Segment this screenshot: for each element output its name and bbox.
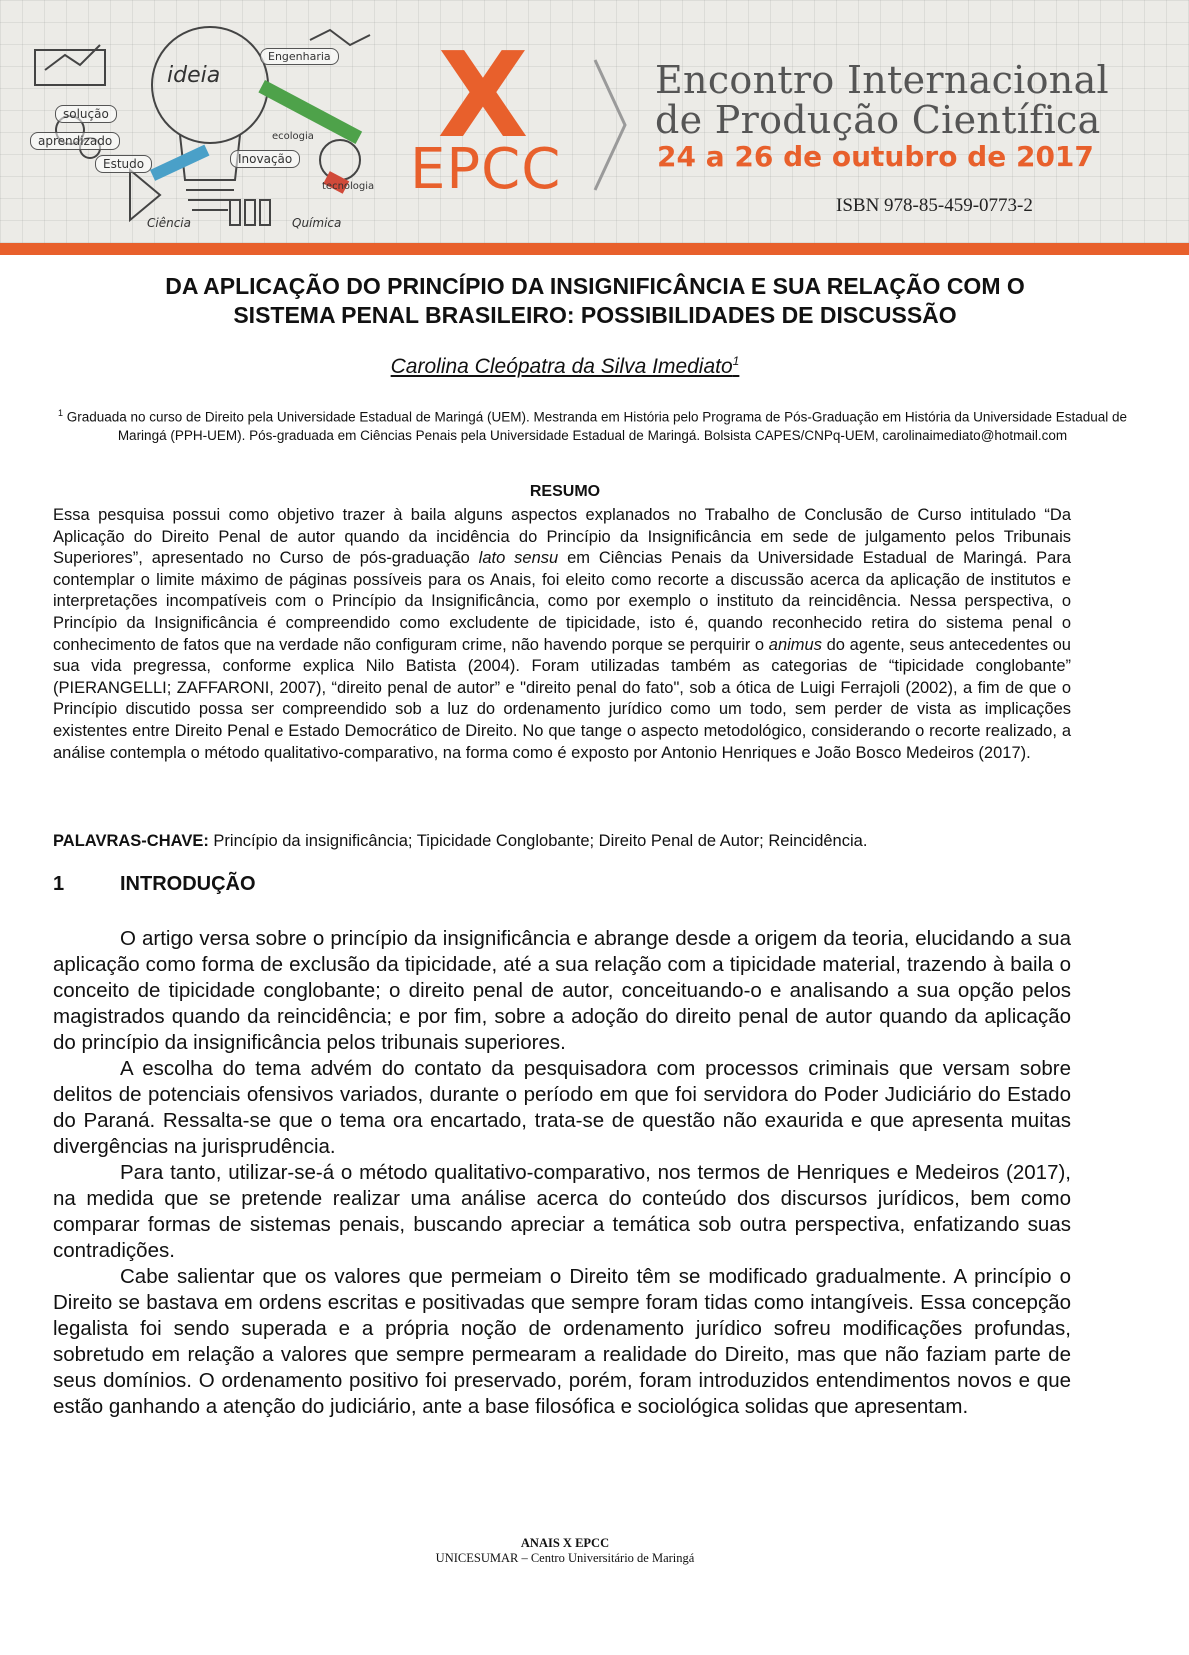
event-x-logo: X [437, 26, 529, 164]
sketch-label-ciencia: Ciência [147, 216, 191, 230]
sketch-label-engenharia: Engenharia [260, 48, 339, 65]
header-banner [0, 0, 1189, 246]
footer-institution: UNICESUMAR – Centro Universitário de Maringá [435, 1551, 695, 1565]
intro-paragraph: Cabe salientar que os valores que permeiam o Direito têm se modificado gradualmente. A princípio o Direito se bastava em ordens escritas e positivadas que sempre foram tidas como intangíveis. Essa concepção legalista foi sendo superada e a própria noção de ordenamento jurídico sofreu modificações profundas, sobretudo em relação a valores que sempre permearam a realidade do Direito, mas que não faziam parte de seus domínios. O ordenamento positivo foi preservado, porém, foram introduzidos entendimentos novos e que estão ganhando a atenção do judiciário, ante a base filosófica e sociológica solidas que apresentam. [53, 1265, 1071, 1418]
sketch-label-inovacao: Inovação [230, 150, 300, 168]
introduction-body [53, 926, 1071, 1420]
abstract-text-part1: Essa pesquisa possui como objetivo trazer à baila alguns aspectos explanados no Trabalho de Conclusão de Curso intitulado “Da Aplicação do Direito Penal de autor quando da incidência do Princípio da Insignificância em sede de julgamento pelos Tribunais Superiores”, apresentado no Curso de pós-graduação [53, 506, 1071, 568]
affiliation-text: Graduada no curso de Direito pela Universidade Estadual de Maringá (UEM). Mestranda em História pelo Programa de Pós-Graduação em História da Universidade Estadual de Maringá (PPH-UEM). Pós-graduada em Ciências Penais pela Universidade Estadual de Maringá. Bolsista CAPES/CNPq-UEM, carolinaimediato@hotmail.com [62, 409, 1128, 443]
keywords-label: PALAVRAS-CHAVE: [53, 832, 209, 850]
paper-title-line1: DA APLICAÇÃO DO PRINCÍPIO DA INSIGNIFICÂNCIA E SUA RELAÇÃO COM O [165, 273, 1025, 299]
event-title-line1: Encontro Internacional [655, 58, 1109, 102]
banner-accent-stripe [0, 243, 1189, 255]
paper-title [40, 272, 1150, 330]
abstract-text-part3: do agente, seus antecedentes ou sua vida pregressa, conforme explica Nilo Batista (2004). Foram utilizadas também as categorias de “tipicidade conglobante” (PIERANGELLI; ZAFFARONI, 2007), “direito penal de autor” e "direito penal do fato", sob a ótica de Luigi Ferrajoli (2002), a fim de que o Princípio discutido possa ser compreendido sob a luz do ordenamento jurídico como um todo, sem perder de vista as implicações existentes entre Direito Penal e Estado Democrático de Direito. No que tange o aspecto metodológico, considerando o recorte realizado, a análise contempla o método qualitativo-comparativo, na forma como é exposto por Antonio Henriques e João Bosco Medeiros (2017). [53, 635, 1071, 762]
abstract-body [53, 505, 1071, 764]
section-heading [53, 873, 256, 896]
sketch-illustration [10, 10, 410, 240]
sketch-label-estudo: Estudo [95, 155, 152, 173]
section-title: INTRODUÇÃO [120, 873, 256, 895]
footer-proceedings: ANAIS X EPCC [520, 1536, 610, 1550]
sketch-label-solucao: solução [55, 105, 117, 123]
author-name: Carolina Cleópatra da Silva Imediato [390, 355, 733, 378]
lightbulb-sketch-icon [10, 10, 410, 240]
intro-paragraph: Para tanto, utilizar-se-á o método qualitativo-comparativo, nos termos de Henriques e Medeiros (2017), na medida que se pretende realizar uma análise acerca do conteúdo dos discursos jurídicos, bem como comparar formas de sistemas penais, buscando apreciar a temática sob outra perspectiva, enfatizando suas contradições. [53, 1161, 1071, 1262]
abstract-italic-lato-sensu: lato sensu [478, 549, 559, 568]
sketch-label-quimica: Química [292, 216, 342, 230]
event-title [655, 60, 1109, 140]
section-number: 1 [53, 873, 65, 895]
keywords-text: Princípio da insignificância; Tipicidade Conglobante; Direito Penal de Autor; Reincidência. [208, 832, 868, 850]
sketch-label-ideia: ideia [167, 63, 221, 88]
chevron-right-icon [590, 55, 630, 195]
sketch-label-tecnologia: tecnologia [322, 181, 375, 192]
sketch-label-aprendizado: aprendizado [30, 132, 120, 150]
author-footnote-mark: 1 [732, 354, 740, 368]
keywords [53, 830, 1071, 852]
abstract-text-part2: em Ciências Penais da Universidade Estadual de Maringá. Para contemplar o limite máximo de páginas possíveis para os Anais, foi eleito como recorte a discussão acerca da aplicação de institutos e interpretações incompatíveis com o Princípio da Insignificância, como por exemplo o instituto da reincidência. Nessa perspectiva, o Princípio da Insignificância é compreendido como excludente de tipicidade, isto é, quando reconhecido retira do sistema penal o conhecimento de fatos que na verdade não configuram crime, não havendo porque se perquirir o [53, 549, 1071, 654]
author-affiliation [55, 404, 1130, 445]
paper-title-line2: SISTEMA PENAL BRASILEIRO: POSSIBILIDADES DE DISCUSSÃO [233, 302, 957, 328]
intro-paragraph: O artigo versa sobre o princípio da insignificância e abrange desde a origem da teoria, elucidando a sua aplicação como forma de exclusão da tipicidade, até a sua relação com a tipicidade material, trazendo à baila o conceito de tipicidade conglobante; o direito penal de autor, conceituando-o e analisando a sua opção pelos magistrados quando da reincidência; e por fim, sobre a adoção do direito penal de autor quando da aplicação do princípio da insignificância pelos tribunais superiores. [53, 927, 1071, 1054]
author [0, 354, 1130, 379]
page-footer [0, 1536, 1130, 1566]
event-date: 24 a 26 de outubro de 2017 [657, 140, 1094, 173]
affiliation-footnote-mark: 1 [57, 408, 63, 418]
intro-paragraph: A escolha do tema advém do contato da pesquisadora com processos criminais que versam sobre delitos de potenciais ofensivos variados, durante o período em que foi servidora do Poder Judiciário do Estado do Paraná. Ressalta-se que o tema ora encartado, trata-se de questão não exaurida e que apresenta muitas divergências na jurisprudência. [53, 1057, 1071, 1158]
event-epcc-logo: EPCC [410, 137, 562, 202]
isbn: ISBN 978-85-459-0773-2 [836, 195, 1033, 216]
event-title-line2: de Produção Científica [655, 98, 1101, 142]
abstract-heading: RESUMO [529, 483, 601, 500]
abstract-italic-animus: animus [768, 635, 822, 654]
sketch-label-ecologia: ecologia [272, 131, 314, 142]
